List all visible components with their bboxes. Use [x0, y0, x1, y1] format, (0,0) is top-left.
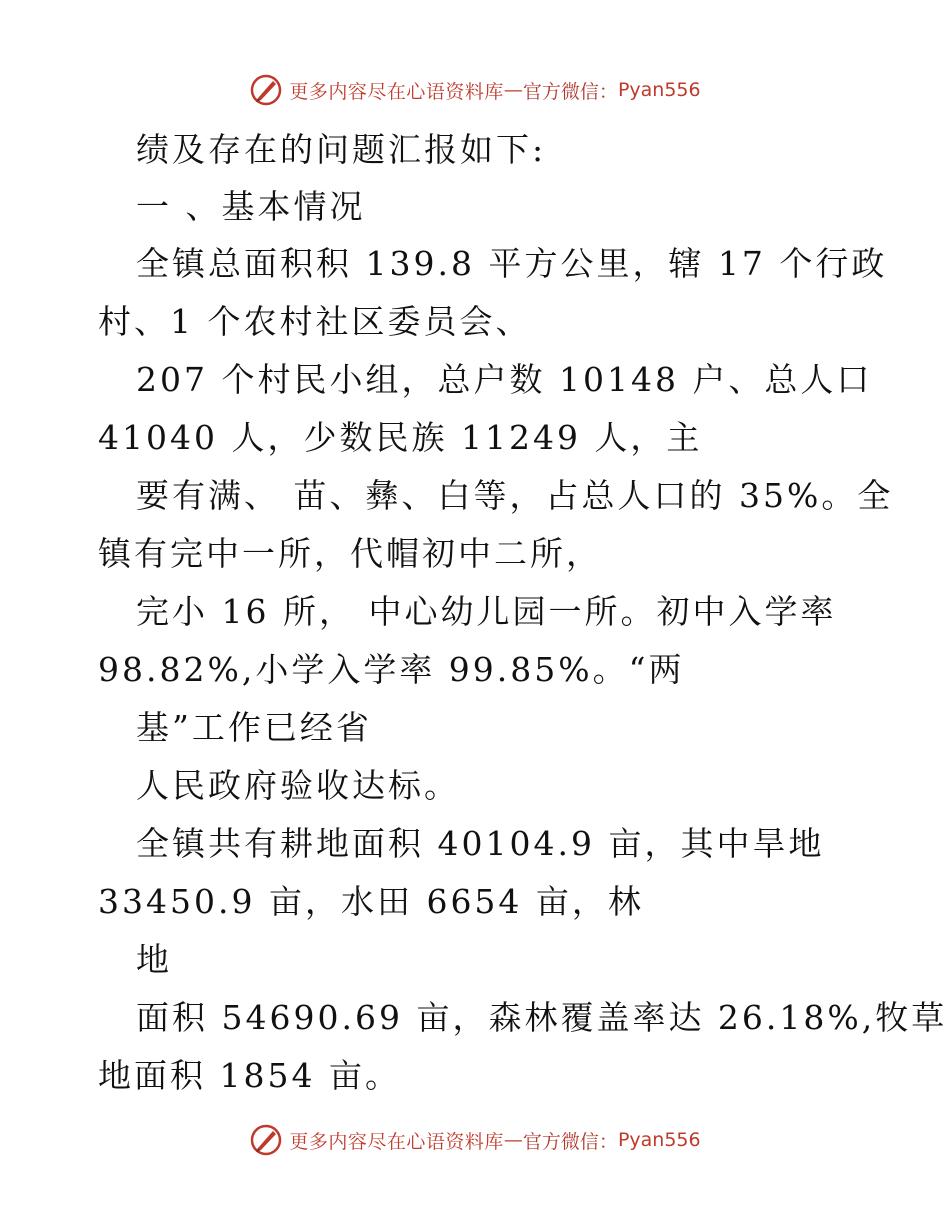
footer-wechat-id: Pyan556	[617, 1129, 701, 1151]
body-line: 地面积 1854 亩。	[98, 1056, 401, 1095]
body-line: 地	[136, 940, 172, 979]
body-line: 要有满、 苗、彝、白等，占总人口的 35%。全	[136, 476, 894, 515]
header-separator: —	[503, 79, 523, 101]
body-line: 村、1 个农村社区委员会、	[98, 302, 532, 341]
body-line: 33450.9 亩，水田 6654 亩，林	[98, 882, 644, 921]
footer-official-text: 官方微信：	[522, 1130, 618, 1153]
footer-banner	[0, 1118, 950, 1162]
body-line: 98.82%,小学入学率 99.85%。“两	[98, 650, 685, 689]
body-line: 人民政府验收达标。	[136, 766, 460, 805]
footer-separator: —	[503, 1129, 523, 1151]
quill-pen-logo-icon	[249, 1123, 283, 1157]
body-line: 绩及存在的问题汇报如下:	[136, 130, 547, 169]
body-line: 镇有完中一所，代帽初中二所，	[98, 534, 602, 573]
body-line: 基”工作已经省	[136, 708, 372, 747]
body-line: 全镇总面积积 139.8 平方公里，辖 17 个行政	[136, 244, 888, 283]
body-line: 全镇共有耕地面积 40104.9 亩，其中旱地	[136, 824, 825, 863]
body-line: 面积 54690.69 亩，森林覆盖率达 26.18%,牧草	[136, 998, 948, 1037]
quill-pen-logo-icon	[249, 73, 283, 107]
body-line: 41040 人，少数民族 11249 人，主	[98, 418, 703, 457]
body-line: 207 个村民小组，总户数 10148 户、总人口	[136, 360, 873, 399]
header-banner	[0, 68, 950, 112]
header-official-text: 官方微信：	[522, 80, 618, 103]
header-brand-text: 更多内容尽在心语资料库	[289, 80, 504, 103]
body-line: 完小 16 所， 中心幼儿园一所。初中入学率	[136, 592, 837, 631]
header-wechat-id: Pyan556	[617, 79, 701, 101]
section-heading: 一 、基本情况	[136, 187, 366, 226]
footer-brand-text: 更多内容尽在心语资料库	[289, 1130, 504, 1153]
